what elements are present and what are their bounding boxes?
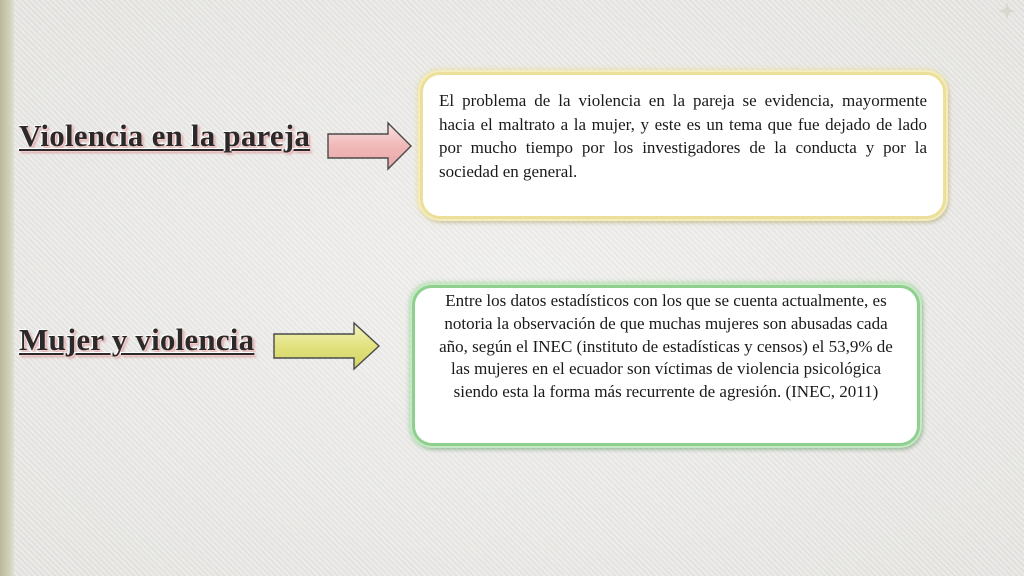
right-arrow-icon	[326, 120, 414, 172]
heading-violencia-en-la-pareja: Violencia en la pareja	[19, 118, 311, 153]
text-box-mujer-violencia	[412, 285, 920, 446]
decorative-side-bar	[0, 0, 14, 576]
text-violencia-pareja: El problema de la violencia en la pareja se evidencia, mayormente hacia el maltrato a la mujer, y este es un tema que fue dejado de lado por mucho tiempo por los investigadores de la conducta y por la sociedad en general.	[439, 91, 927, 181]
right-arrow-icon	[272, 320, 382, 372]
sparkle-icon	[998, 2, 1016, 20]
heading-mujer-y-violencia: Mujer y violencia	[19, 322, 255, 357]
text-box-violencia-pareja	[420, 72, 946, 219]
text-mujer-violencia: Entre los datos estadísticos con los que se cuenta actualmente, es notoria la observación de que muchas mujeres son abusadas cada año, según el INEC (instituto de estadísticas y censos) el 53,9% de las mujeres en el ecuador son víctimas de violencia psicológica siendo esta la forma más recurrente de agresión. (INEC, 2011)	[439, 291, 893, 402]
